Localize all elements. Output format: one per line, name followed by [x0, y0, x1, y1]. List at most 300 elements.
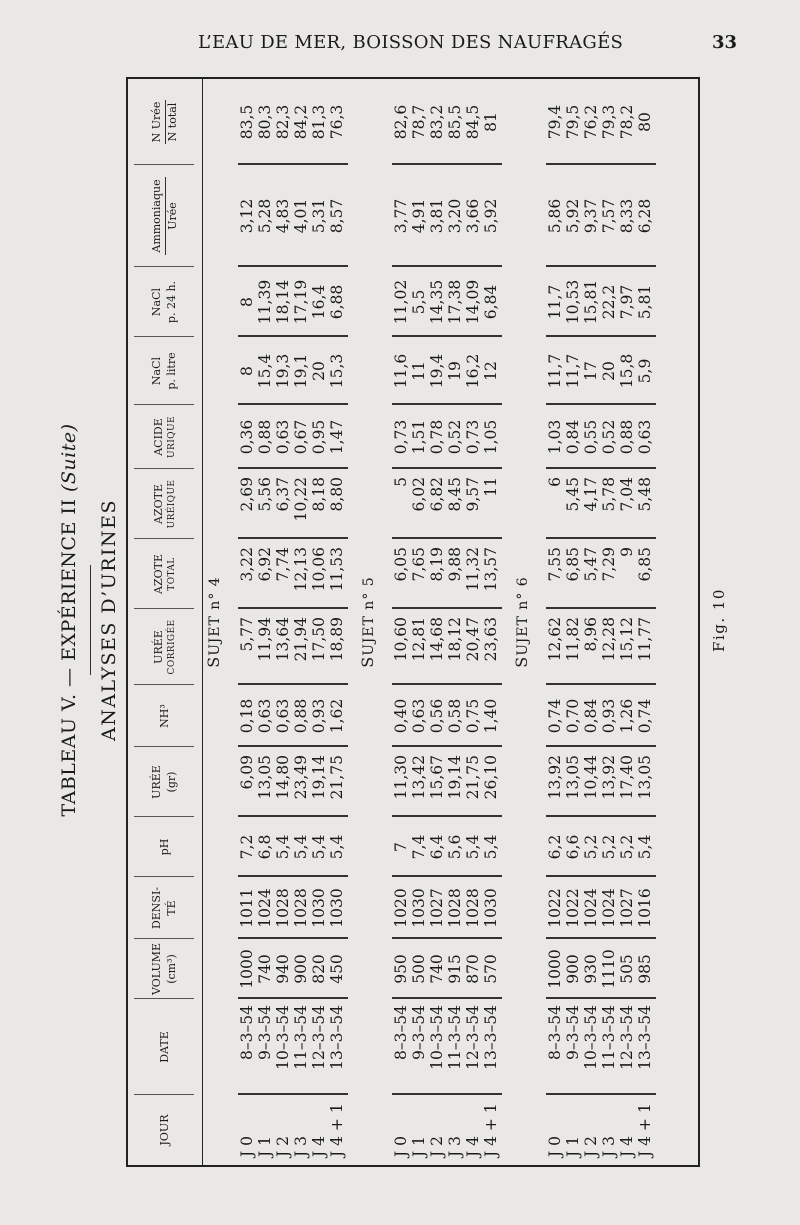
cell-volume: 820 — [310, 954, 328, 984]
cell-nacl-litre: 11,7 — [546, 353, 564, 389]
cell-date: 12–3–54 — [464, 1005, 482, 1070]
cell-ammoniaque-uree: 5,31 — [310, 198, 328, 234]
cell-azote-ureique: 8,45 — [446, 477, 464, 512]
cell-nh3: 0,74 — [546, 698, 564, 734]
table-row — [464, 79, 482, 1165]
cell-nacl-litre: 19 — [446, 361, 464, 381]
cell-uree: 13,92 — [600, 755, 618, 800]
cell-nacl-24h: 14,09 — [464, 279, 482, 325]
table-header-row — [128, 79, 203, 1165]
cell-nacl-24h: 8 — [238, 297, 256, 307]
table-row — [256, 79, 274, 1165]
cell-ratio: 82,6 — [392, 104, 410, 140]
cell-nacl-24h: 5,81 — [636, 284, 654, 320]
cell-ratio: 78,2 — [618, 104, 636, 140]
cell-ammoniaque-uree: 5,92 — [482, 198, 500, 234]
cell-uree-corrigee: 17,50 — [310, 617, 328, 662]
cell-azote-ureique: 6,37 — [274, 477, 292, 512]
cell-nacl-24h: 6,84 — [482, 284, 500, 320]
header-text-jour: JOUR — [157, 1114, 171, 1146]
cell-date: 13–3–54 — [482, 1005, 500, 1070]
header-text-nacl-24h-b: p. 24 h. — [165, 280, 178, 324]
cell-uree-corrigee: 21,94 — [292, 617, 310, 662]
group-label-text: UJET n° 5 — [361, 576, 377, 656]
header-divider — [134, 164, 194, 165]
cell-azote-total: 5,47 — [582, 547, 600, 582]
cell-nh3: 0,63 — [274, 698, 292, 734]
cell-azote-ureique: 2,69 — [238, 477, 256, 512]
table-row — [482, 79, 500, 1165]
cell-nh3: 1,26 — [618, 698, 636, 734]
cell-azote-ureique: 4,17 — [582, 477, 600, 512]
cell-date: 8–3–54 — [392, 1005, 410, 1060]
cell-nh3: 0,75 — [464, 698, 482, 734]
cell-date: 11–3–54 — [446, 1005, 464, 1070]
cell-uree-corrigee: 5,77 — [238, 617, 256, 652]
cell-nacl-litre: 12 — [482, 361, 500, 381]
cell-nacl-24h: 11,02 — [392, 279, 410, 325]
header-text-azote-total-a: AZOTE — [151, 554, 165, 594]
cell-uree-corrigee: 23,63 — [482, 617, 500, 662]
header-divider — [134, 816, 194, 817]
header-divider — [134, 684, 194, 685]
cell-ratio: 79,4 — [546, 104, 564, 140]
group-label-subject — [204, 79, 223, 1165]
group-label-initial: S — [512, 655, 531, 668]
cell-uree-corrigee: 12,81 — [410, 617, 428, 662]
cell-densite: 1030 — [482, 888, 500, 928]
cell-azote-ureique: 8,18 — [310, 477, 328, 512]
cell-nh3: 0,74 — [636, 698, 654, 734]
table-row — [446, 79, 464, 1165]
cell-nacl-litre: 15,3 — [328, 353, 346, 389]
cell-ammoniaque-uree: 5,86 — [546, 198, 564, 234]
header-divider — [134, 404, 194, 405]
cell-ammoniaque-uree: 3,81 — [428, 198, 446, 234]
cell-azote-total: 6,85 — [636, 547, 654, 582]
cell-jour: J 4 + 1 — [328, 1103, 346, 1157]
cell-nacl-24h: 10,53 — [564, 279, 582, 325]
cell-volume: 940 — [274, 954, 292, 984]
header-divider — [134, 538, 194, 539]
cell-nacl-litre: 15,4 — [256, 353, 274, 389]
cell-acide-urique: 1,51 — [410, 419, 428, 455]
cell-azote-total: 7,65 — [410, 547, 428, 582]
cell-jour: J 1 — [410, 1135, 428, 1157]
cell-jour: J 2 — [428, 1135, 446, 1157]
cell-azote-ureique: 6,82 — [428, 477, 446, 512]
header-divider — [134, 998, 194, 999]
cell-nacl-litre: 11,7 — [564, 353, 582, 389]
cell-nh3: 0,84 — [582, 698, 600, 734]
header-text-nh3: NH³ — [157, 704, 171, 728]
cell-ph: 5,4 — [292, 834, 310, 860]
cell-ammoniaque-uree: 8,33 — [618, 198, 636, 234]
cell-uree-corrigee: 11,94 — [256, 617, 274, 662]
cell-ratio: 82,3 — [274, 104, 292, 140]
cell-nacl-litre: 19,3 — [274, 353, 292, 389]
cell-azote-total: 6,85 — [564, 547, 582, 582]
cell-acide-urique: 0,52 — [600, 419, 618, 455]
cell-azote-ureique: 5 — [392, 477, 410, 487]
header-text-ratio-b: N total — [165, 102, 179, 142]
cell-nacl-24h: 17,19 — [292, 279, 310, 325]
header-divider — [134, 938, 194, 939]
cell-nh3: 0,63 — [410, 698, 428, 734]
header-text-uree: URÉE — [150, 765, 164, 799]
group-label-initial: S — [358, 655, 377, 668]
cell-ratio: 81,3 — [310, 104, 328, 140]
cell-uree-corrigee: 20,47 — [464, 617, 482, 662]
cell-ph: 6,2 — [546, 834, 564, 860]
running-head — [0, 26, 800, 56]
cell-uree: 23,49 — [292, 755, 310, 800]
cell-nh3: 1,40 — [482, 698, 500, 734]
cell-ph: 6,6 — [564, 834, 582, 860]
cell-volume: 740 — [256, 954, 274, 984]
cell-nacl-litre: 5,9 — [636, 358, 654, 384]
header-divider — [134, 876, 194, 877]
cell-ratio: 84,2 — [292, 104, 310, 140]
cell-ph: 5,4 — [274, 834, 292, 860]
cell-jour: J 3 — [600, 1135, 618, 1157]
cell-ph: 7,4 — [410, 834, 428, 860]
cell-ammoniaque-uree: 5,92 — [564, 198, 582, 234]
cell-azote-total: 6,92 — [256, 547, 274, 582]
cell-jour: J 4 — [618, 1135, 636, 1157]
cell-volume: 900 — [292, 954, 310, 984]
cell-ph: 5,6 — [446, 834, 464, 860]
cell-nacl-litre: 17 — [582, 361, 600, 381]
cell-nacl-litre: 8 — [238, 366, 256, 376]
cell-nh3: 0,93 — [310, 698, 328, 734]
table-row — [546, 79, 564, 1165]
header-text-ammoniaque-b: Urée — [165, 202, 179, 230]
group-label-text: UJET n° 4 — [207, 576, 223, 656]
cell-acide-urique: 1,03 — [546, 419, 564, 455]
cell-azote-total: 8,19 — [428, 547, 446, 582]
header-acide-urique — [128, 405, 202, 469]
cell-nacl-24h: 5,5 — [410, 289, 428, 315]
cell-date: 10–3–54 — [428, 1005, 446, 1070]
cell-jour: J 4 — [464, 1135, 482, 1157]
header-divider — [134, 746, 194, 747]
cell-nacl-litre: 16,2 — [464, 353, 482, 389]
table-row — [582, 79, 600, 1165]
table-row — [310, 79, 328, 1165]
header-text-uree-corrigee-a: URÉE — [151, 630, 165, 664]
cell-nacl-litre: 20 — [600, 361, 618, 381]
cell-acide-urique: 1,05 — [482, 419, 500, 455]
cell-acide-urique: 0,63 — [274, 419, 292, 455]
group-label-initial: S — [204, 655, 223, 668]
header-text-acide-urique-b: URIQUE — [167, 416, 178, 458]
cell-ph: 5,4 — [636, 834, 654, 860]
cell-uree-corrigee: 18,89 — [328, 617, 346, 662]
header-text-densite-a: DENSI- — [150, 886, 164, 930]
cell-nh3: 0,63 — [256, 698, 274, 734]
cell-nacl-litre: 19,4 — [428, 353, 446, 389]
cell-acide-urique: 0,73 — [392, 419, 410, 455]
cell-volume: 1000 — [238, 949, 256, 989]
cell-acide-urique: 0,78 — [428, 419, 446, 455]
cell-ratio: 76,2 — [582, 104, 600, 140]
cell-densite: 1011 — [238, 888, 256, 928]
header-divider — [134, 1094, 194, 1095]
cell-jour: J 4 + 1 — [636, 1103, 654, 1157]
cell-azote-ureique: 7,04 — [618, 477, 636, 512]
cell-azote-ureique: 5,48 — [636, 477, 654, 512]
table-row — [274, 79, 292, 1165]
cell-nacl-24h: 16,4 — [310, 284, 328, 320]
cell-ph: 5,4 — [328, 834, 346, 860]
cell-acide-urique: 0,88 — [618, 419, 636, 455]
cell-ph: 5,4 — [310, 834, 328, 860]
header-text-azote-ureique-b: URÉIQUE — [167, 479, 178, 529]
cell-jour: J 4 + 1 — [482, 1103, 500, 1157]
cell-ph: 6,8 — [256, 834, 274, 860]
cell-nh3: 0,93 — [600, 698, 618, 734]
cell-nacl-24h: 11,39 — [256, 279, 274, 325]
cell-azote-total: 3,22 — [238, 547, 256, 582]
table-row — [238, 79, 256, 1165]
cell-azote-total: 12,13 — [292, 547, 310, 592]
cell-jour: J 3 — [292, 1135, 310, 1157]
cell-acide-urique: 0,36 — [238, 419, 256, 455]
cell-azote-ureique: 11 — [482, 477, 500, 497]
cell-ph: 7 — [392, 842, 410, 852]
header-text-densite-b: TÉ — [165, 900, 178, 916]
cell-ratio: 79,3 — [600, 104, 618, 140]
cell-nacl-litre: 20 — [310, 361, 328, 381]
table-row — [392, 79, 410, 1165]
cell-azote-total: 11,32 — [464, 547, 482, 592]
cell-ratio: 78,7 — [410, 104, 428, 140]
header-densite — [128, 877, 202, 939]
cell-ratio: 76,3 — [328, 104, 346, 140]
cell-uree-corrigee: 11,77 — [636, 617, 654, 662]
cell-uree: 14,80 — [274, 755, 292, 800]
cell-ammoniaque-uree: 3,12 — [238, 198, 256, 234]
cell-ammoniaque-uree: 5,28 — [256, 198, 274, 234]
cell-nh3: 0,58 — [446, 698, 464, 734]
cell-azote-ureique: 5,56 — [256, 477, 274, 512]
cell-ratio: 81 — [482, 112, 500, 132]
table-row — [618, 79, 636, 1165]
cell-date: 12–3–54 — [618, 1005, 636, 1070]
cell-date: 8–3–54 — [238, 1005, 256, 1060]
cell-uree-corrigee: 10,60 — [392, 617, 410, 662]
table-title: TABLEAU V. — EXPÉRIENCE II — [58, 498, 80, 817]
table-caption — [58, 55, 80, 1185]
cell-jour: J 1 — [564, 1135, 582, 1157]
cell-volume: 950 — [392, 954, 410, 984]
cell-nh3: 0,56 — [428, 698, 446, 734]
cell-uree-corrigee: 11,82 — [564, 617, 582, 662]
cell-ph: 7,2 — [238, 834, 256, 860]
cell-ph: 5,4 — [482, 834, 500, 860]
cell-date: 11–3–54 — [292, 1005, 310, 1070]
cell-azote-ureique: 8,80 — [328, 477, 346, 512]
cell-ammoniaque-uree: 4,01 — [292, 198, 310, 234]
cell-nh3: 0,18 — [238, 698, 256, 734]
cell-volume: 900 — [564, 954, 582, 984]
cell-densite: 1028 — [446, 888, 464, 928]
cell-nh3: 1,62 — [328, 698, 346, 734]
cell-ratio: 80,3 — [256, 104, 274, 140]
cell-acide-urique: 0,63 — [636, 419, 654, 455]
cell-ratio: 85,5 — [446, 104, 464, 140]
cell-azote-ureique: 9,57 — [464, 477, 482, 512]
cell-uree: 11,30 — [392, 755, 410, 800]
header-text-nacl-litre-b: p. litre — [165, 352, 178, 390]
header-text-ammoniaque-a: Ammoniaque — [150, 177, 166, 254]
cell-azote-ureique: 6,02 — [410, 477, 428, 512]
cell-uree: 17,40 — [618, 755, 636, 800]
cell-date: 13–3–54 — [636, 1005, 654, 1070]
table-suite: (Suite) — [58, 423, 80, 493]
cell-nacl-24h: 14,35 — [428, 279, 446, 325]
cell-densite: 1030 — [410, 888, 428, 928]
cell-date: 9–3–54 — [410, 1005, 428, 1060]
cell-volume: 1110 — [600, 949, 618, 989]
cell-uree: 21,75 — [328, 755, 346, 800]
cell-nacl-litre: 11 — [410, 361, 428, 381]
cell-uree: 13,92 — [546, 755, 564, 800]
cell-acide-urique: 0,52 — [446, 419, 464, 455]
cell-ph: 5,2 — [600, 834, 618, 860]
cell-densite: 1028 — [464, 888, 482, 928]
running-title: L’EAU DE MER, BOISSON DES NAUFRAGÉS — [198, 32, 624, 53]
cell-acide-urique: 0,67 — [292, 419, 310, 455]
cell-ph: 5,2 — [582, 834, 600, 860]
cell-uree: 13,05 — [256, 755, 274, 800]
cell-nacl-litre: 15,8 — [618, 353, 636, 389]
header-jour — [128, 1095, 202, 1165]
table-row — [636, 79, 654, 1165]
cell-acide-urique: 0,88 — [256, 419, 274, 455]
cell-jour: J 0 — [392, 1135, 410, 1157]
cell-uree: 10,44 — [582, 755, 600, 800]
cell-ammoniaque-uree: 6,28 — [636, 198, 654, 234]
cell-volume: 870 — [464, 954, 482, 984]
cell-jour: J 0 — [546, 1135, 564, 1157]
header-ammoniaque-uree — [128, 165, 202, 267]
group-label-text: UJET n° 6 — [515, 576, 531, 656]
cell-azote-total: 11,53 — [328, 547, 346, 592]
cell-densite: 1028 — [292, 888, 310, 928]
cell-jour: J 3 — [446, 1135, 464, 1157]
cell-uree: 21,75 — [464, 755, 482, 800]
table-row — [410, 79, 428, 1165]
header-uree — [128, 747, 202, 817]
cell-uree: 13,05 — [636, 755, 654, 800]
cell-date: 13–3–54 — [328, 1005, 346, 1070]
header-text-date: DATE — [157, 1031, 171, 1063]
cell-ammoniaque-uree: 4,91 — [410, 198, 428, 234]
header-divider — [134, 608, 194, 609]
cell-azote-total: 10,06 — [310, 547, 328, 592]
cell-uree: 13,05 — [564, 755, 582, 800]
header-date — [128, 999, 202, 1095]
header-azote-ureique — [128, 469, 202, 539]
cell-nacl-24h: 11,7 — [546, 284, 564, 320]
table-row — [564, 79, 582, 1165]
cell-jour: J 2 — [274, 1135, 292, 1157]
cell-uree-corrigee: 12,62 — [546, 617, 564, 662]
cell-ratio: 84,5 — [464, 104, 482, 140]
header-ph — [128, 817, 202, 877]
cell-nacl-24h: 6,88 — [328, 284, 346, 320]
cell-ph: 6,4 — [428, 834, 446, 860]
cell-ratio: 80 — [636, 112, 654, 132]
header-text-ratio-a: N Urée — [150, 100, 166, 145]
page-number: 33 — [712, 32, 738, 53]
cell-acide-urique: 0,55 — [582, 419, 600, 455]
cell-uree-corrigee: 8,96 — [582, 617, 600, 652]
cell-ammoniaque-uree: 3,20 — [446, 198, 464, 234]
cell-nacl-24h: 15,81 — [582, 279, 600, 325]
cell-azote-ureique: 6 — [546, 477, 564, 487]
cell-date: 10–3–54 — [582, 1005, 600, 1070]
cell-uree: 19,14 — [310, 755, 328, 800]
cell-uree: 19,14 — [446, 755, 464, 800]
header-text-uree-corrigee-b: CORRIGÉE — [167, 619, 178, 675]
cell-azote-total: 9 — [618, 547, 636, 557]
cell-azote-total: 9,88 — [446, 547, 464, 582]
cell-volume: 450 — [328, 954, 346, 984]
cell-acide-urique: 1,47 — [328, 419, 346, 455]
cell-densite: 1024 — [582, 888, 600, 928]
cell-date: 9–3–54 — [256, 1005, 274, 1060]
cell-nh3: 0,70 — [564, 698, 582, 734]
table-row — [328, 79, 346, 1165]
cell-nacl-litre: 19,1 — [292, 353, 310, 389]
cell-nacl-24h: 17,38 — [446, 279, 464, 325]
header-text-acide-urique-a: ACIDE — [151, 418, 165, 456]
cell-uree-corrigee: 12,28 — [600, 617, 618, 662]
cell-uree-corrigee: 15,12 — [618, 617, 636, 662]
header-text-nacl-litre-a: NaCl — [150, 356, 164, 386]
table-subtitle: ANALYSES D’URINES — [98, 498, 120, 742]
cell-azote-total: 13,57 — [482, 547, 500, 592]
cell-volume: 500 — [410, 954, 428, 984]
header-nacl-litre — [128, 337, 202, 405]
header-divider — [134, 468, 194, 469]
cell-ammoniaque-uree: 8,57 — [328, 198, 346, 234]
cell-date: 8–3–54 — [546, 1005, 564, 1060]
cell-densite: 1024 — [600, 888, 618, 928]
cell-densite: 1022 — [564, 888, 582, 928]
cell-ph: 5,2 — [618, 834, 636, 860]
cell-uree: 13,42 — [410, 755, 428, 800]
cell-volume: 570 — [482, 954, 500, 984]
header-divider — [134, 266, 194, 267]
header-text-volume-unit: (cm³) — [165, 954, 178, 984]
cell-ph: 5,4 — [464, 834, 482, 860]
table-row — [292, 79, 310, 1165]
cell-uree-corrigee: 18,12 — [446, 617, 464, 662]
cell-azote-ureique: 5,45 — [564, 477, 582, 512]
table-row — [600, 79, 618, 1165]
cell-ammoniaque-uree: 9,37 — [582, 198, 600, 234]
header-uree-corrigee — [128, 609, 202, 685]
cell-azote-total: 7,74 — [274, 547, 292, 582]
cell-densite: 1016 — [636, 888, 654, 928]
cell-jour: J 0 — [238, 1135, 256, 1157]
cell-volume: 505 — [618, 954, 636, 984]
cell-uree: 15,67 — [428, 755, 446, 800]
